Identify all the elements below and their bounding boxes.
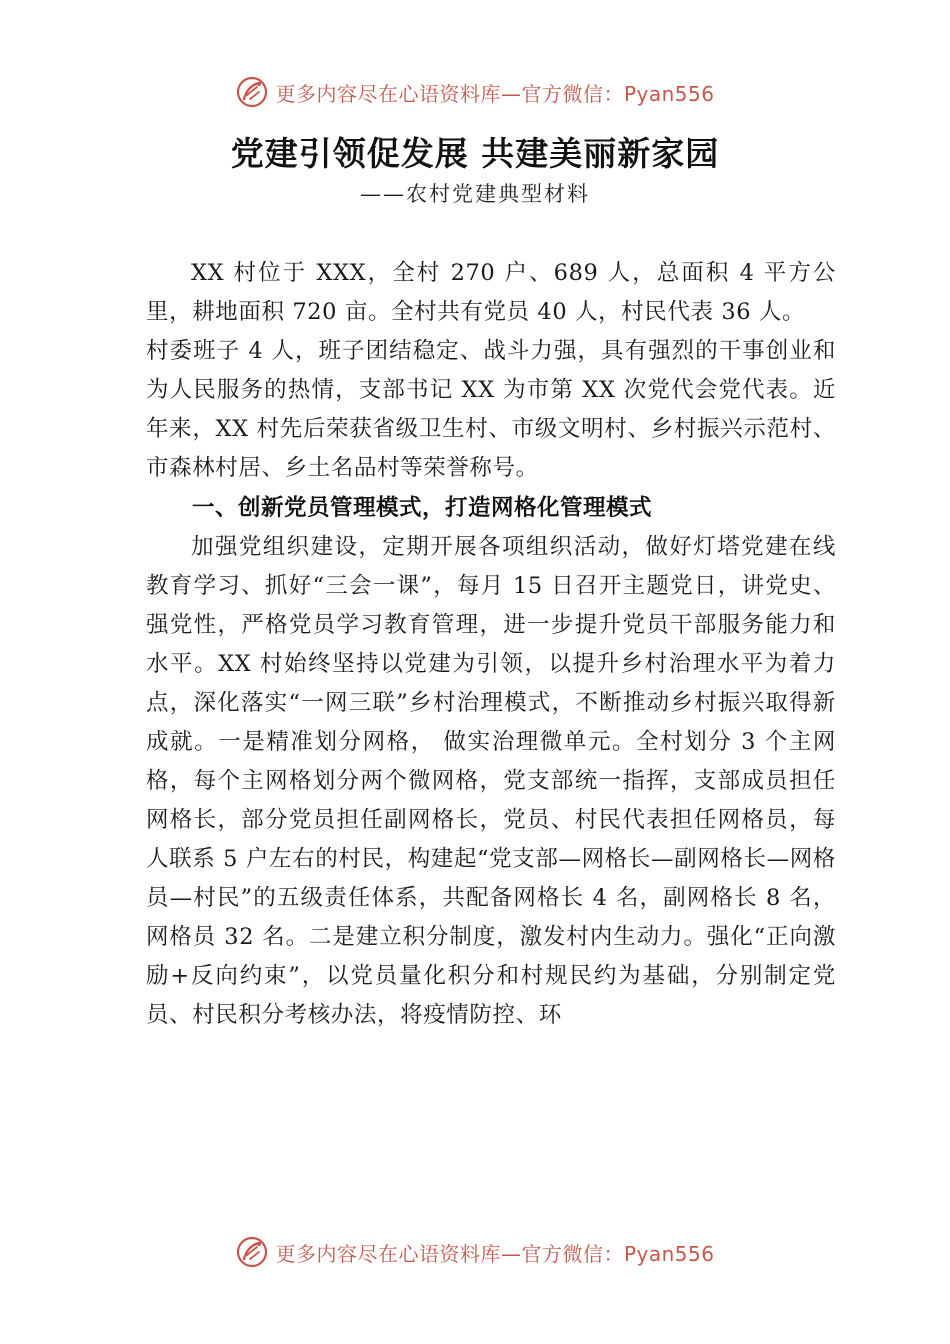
section-paragraph: 加强党组织建设，定期开展各项组织活动，做好灯塔党建在线教育学习、抓好“三会一课”，每月 15 日召开主题党日，讲党史、强党性，严格党员学习教育管理，进一步提升党员干部服务能力和水平。XX 村始终坚持以党建为引领，以提升乡村治理水平为着力点，深化落实“一网三联”乡村治理模式，不断推动乡村振兴取得新成就。一是精准划分网格， 做实治理微单元。全村划分 3 个主网格，每个主网格划分两个微网格，党支部统一指挥，支部成员担任网格长，部分党员担任副网格长，党员、村民代表担任网格员，每人联系 5 户左右的村民，构建起“党支部—网格长—副网格长—网格员—村民”的五级责任体系，共配备网格长 4 名，副网格长 8 名，网格员 32 名。二是建立积分制度，激发村内生动力。强化“正向激励+反向约束”，以党员量化积分和村规民约为基础，分别制定党员、村民积分考核办法，将疫情防控、环 [146,534,836,1028]
intro-paragraph: XX 村位于 XXX，全村 270 户、689 人，总面积 4 平方公里，耕地面积 720 亩。全村共有党员 40 人，村民代表 36 人。 [146,260,836,325]
seal-logo-icon [235,75,269,109]
document-body [146,254,836,1035]
watermark-text: 更多内容尽在心语资料库—官方微信：Pyan556 [275,81,715,106]
watermark-text: 更多内容尽在心语资料库—官方微信：Pyan556 [275,1241,715,1266]
header-watermark [0,74,950,110]
section-heading: 一、创新党员管理模式，打造网格化管理模式 [192,495,653,521]
footer-watermark [0,1234,950,1270]
committee-paragraph: 村委班子 4 人，班子团结稳定、战斗力强，具有强烈的干事创业和为人民服务的热情，支部书记 XX 为市第 XX 次党代会党代表。近年来，XX 村先后荣获省级卫生村、市级文明村、乡村振兴示范村、市森林村居、乡土名品村等荣誉称号。 [146,338,836,481]
seal-logo-icon [235,1235,269,1269]
document-subtitle: ——农村党建典型材料 [360,182,590,206]
document-title: 党建引领促发展 共建美丽新家园 [230,134,720,173]
